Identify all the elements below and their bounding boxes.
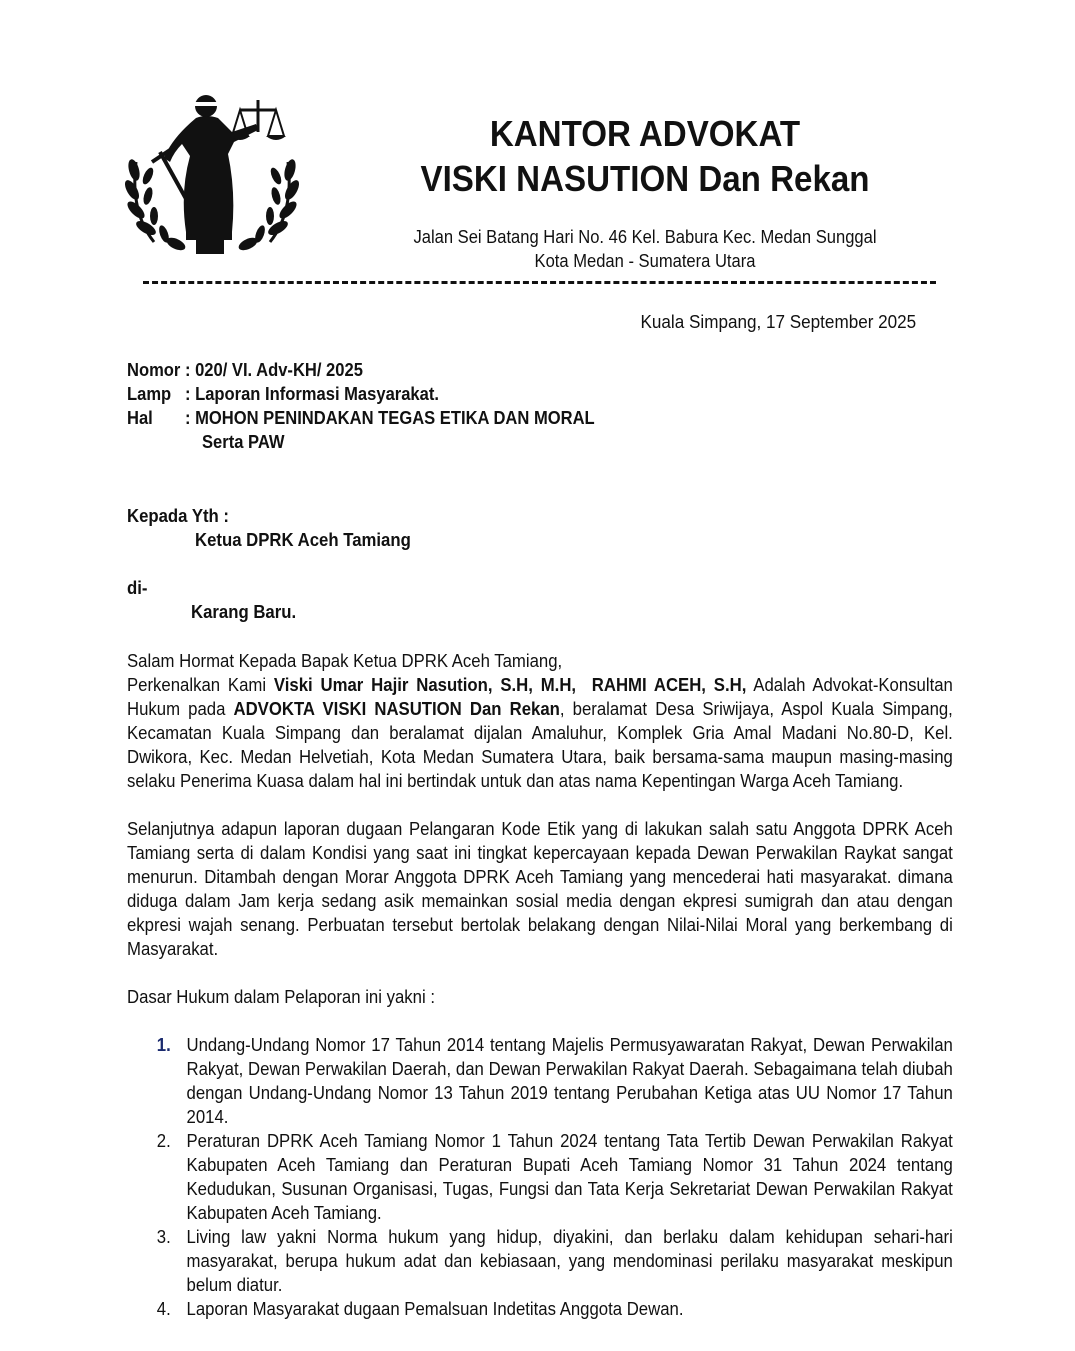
- meta-nomor-value: : 020/ VI. Adv-KH/ 2025: [184, 360, 363, 380]
- letterhead-title-line2: VISKI NASUTION Dan Rekan: [420, 158, 870, 199]
- letter-date: Kuala Simpang, 17 September 2025: [640, 312, 916, 332]
- list-item: [127, 1297, 953, 1321]
- list-item-number: 3.: [156, 1227, 171, 1247]
- intro-text-c: , beralamat Desa Sriwijaya, Aspol Kuala Simpang, Kecamatan Kuala Simpang dan beralamat dijalan Amaluhur, Komplek Gria Amal Madani No.80-D, Kel. Dwikora, Kec. Medan Helvetiah, Kota Medan Sumatera Utara, baik bersama-sama maupun masing-masing selaku Penerima Kuasa dalam hal ini bertindak untuk dan atas nama Kepentingan Warga Aceh Tamiang.: [127, 699, 953, 791]
- legal-basis-list: [127, 1033, 953, 1321]
- letterhead-address-line2: Kota Medan - Sumatera Utara: [534, 251, 756, 271]
- list-item-text: Peraturan DPRK Aceh Tamiang Nomor 1 Tahun 2024 tentang Tata Tertib Dewan Perwakilan Rakyat Kabupaten Aceh Tamiang dan Peraturan Bupati Aceh Tamiang Nomor 31 Tahun 2024 tentang Kedudukan, Susunan Organisasi, Tugas, Fungsi dan Tata Kerja Sekretariat Dewan Perwakilan Rakyat Kabupaten Aceh Tamiang.: [186, 1131, 953, 1223]
- list-item: [127, 1033, 953, 1129]
- paragraph-2: Selanjutnya adapun laporan dugaan Pelangaran Kode Etik yang di lakukan salah satu Anggota DPRK Aceh Tamiang serta di dalam Kondisi yang saat ini tingkat kepercayaan kepada Dewan Perwakilan Raykat sangat menurun. Ditambah dengan Morar Anggota DPRK Aceh Tamiang yang mencederai hati masyarakat. dimana diduga dalam Jam kerja sedang asik memainkan sosial media dengan ekpresi sumigrah dan atau dengan ekpresi wajah senang. Perbuatan tersebut bertolak belakang dengan Nilai-Nilai Moral yang berkembang di Masyarakat.: [127, 819, 953, 959]
- meta-hal: [127, 406, 595, 430]
- lady-justice-logo-icon: [124, 92, 300, 260]
- intro-firm: ADVOKTA VISKI NASUTION Dan Rekan: [233, 699, 560, 719]
- intro-text-b: Adalah Advokat-Konsultan Hukum pada: [127, 675, 953, 719]
- intro-name1: Viski Umar Hajir Nasution, S.H, M.H,: [273, 675, 577, 695]
- list-item-number: 4.: [156, 1299, 171, 1319]
- list-item-number: 2.: [156, 1131, 171, 1151]
- letter-body-para2: [127, 817, 953, 961]
- meta-lamp-value: : Laporan Informasi Masyarakat.: [184, 384, 439, 404]
- recipient-di: di-: [127, 578, 148, 598]
- letterhead-title-line1: KANTOR ADVOKAT: [489, 113, 801, 154]
- letterhead-divider: [143, 281, 936, 287]
- list-item: [127, 1225, 953, 1297]
- letter-body-intro: [127, 649, 953, 793]
- meta-lamp: [127, 382, 439, 406]
- greeting: Salam Hormat Kepada Bapak Ketua DPRK Aceh Tamiang,: [127, 651, 563, 671]
- meta-hal-label: Hal: [127, 408, 153, 428]
- intro-name2: RAHMI ACEH, S.H,: [591, 675, 747, 695]
- recipient-kepada: Kepada Yth :: [127, 506, 230, 526]
- letter-body-dasar: [127, 985, 953, 1009]
- meta-lamp-label: Lamp: [127, 384, 172, 404]
- intro-paragraph: [127, 673, 953, 793]
- dasar-hukum-heading: Dasar Hukum dalam Pelaporan ini yakni :: [127, 987, 435, 1007]
- letterhead-address-line1: Jalan Sei Batang Hari No. 46 Kel. Babura Kec. Medan Sunggal: [413, 227, 877, 247]
- meta-hal-value: : MOHON PENINDAKAN TEGAS ETIKA DAN MORAL: [184, 408, 595, 428]
- meta-nomor-label: Nomor: [127, 360, 181, 380]
- list-item-text: Laporan Masyarakat dugaan Pemalsuan Indetitas Anggota Dewan.: [186, 1299, 684, 1319]
- recipient-name: Ketua DPRK Aceh Tamiang: [195, 530, 411, 550]
- meta-hal-value2: Serta PAW: [202, 432, 285, 452]
- meta-nomor: [127, 358, 363, 382]
- list-item-text: Undang-Undang Nomor 17 Tahun 2014 tentang Majelis Permusyawaratan Rakyat, Dewan Perwakilan Rakyat, Dewan Perwakilan Daerah, dan Dewan Perwakilan Rakyat Daerah. Sebagaimana telah diubah dengan Undang-Undang Nomor 13 Tahun 2019 tentang Perubahan Ketiga atas UU Nomor 17 Tahun 2014.: [186, 1035, 953, 1127]
- recipient-place: Karang Baru.: [191, 602, 297, 622]
- intro-text-a: Perkenalkan Kami: [127, 675, 274, 695]
- list-item-text: Living law yakni Norma hukum yang hidup, diyakini, dan berlaku dalam kehidupan sehari-hari masyarakat, berupa hukum adat dan kebiasaan, yang mendominasi perilaku masyarakat meskipun belum diatur.: [186, 1227, 953, 1295]
- list-item-number: 1.: [156, 1035, 171, 1055]
- list-item: [127, 1129, 953, 1225]
